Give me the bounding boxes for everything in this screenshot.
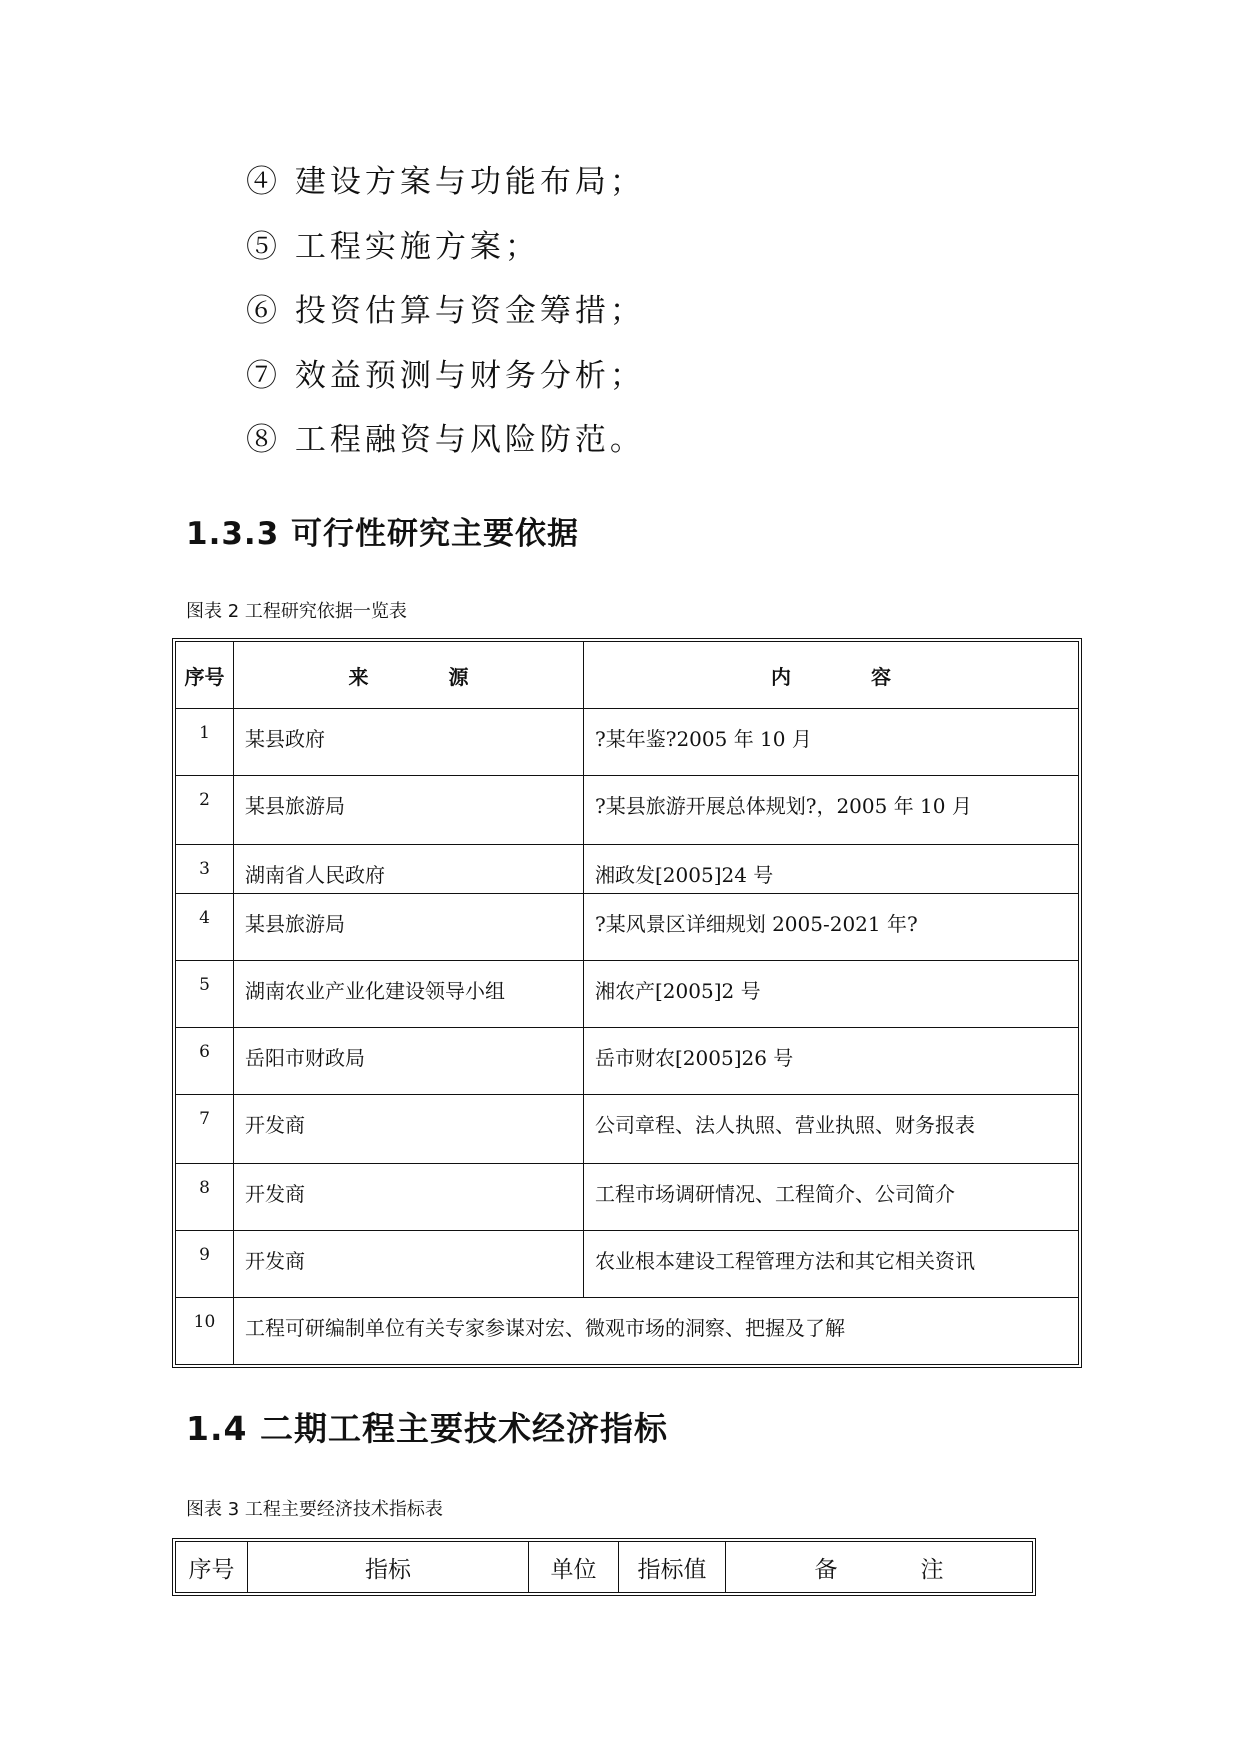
row-source: 开发商 (234, 1164, 584, 1231)
row-content: ?某县旅游开展总体规划?，2005 年 10 月 (584, 776, 1079, 845)
table-row (176, 1095, 1079, 1164)
header-cell-content: 内 容 (584, 642, 1079, 709)
table-row (176, 1028, 1079, 1095)
research-basis-table-frame (172, 638, 1082, 1368)
row-number: 2 (176, 776, 234, 845)
table-header-row (176, 1542, 1033, 1593)
row-source: 某县旅游局 (234, 776, 584, 845)
header-cell-unit: 单位 (529, 1542, 619, 1593)
row-source: 某县政府 (234, 709, 584, 776)
table-caption: 图表 2 工程研究依据一览表 (186, 601, 407, 622)
row-source: 开发商 (234, 1231, 584, 1298)
row-content: 公司章程、法人执照、营业执照、财务报表 (584, 1095, 1079, 1164)
row-content: 湘政发[2005]24 号 (584, 845, 1079, 894)
row-content: 工程市场调研情况、工程简介、公司简介 (584, 1164, 1079, 1231)
table-row (176, 1164, 1079, 1231)
header-cell-remark: 备 注 (726, 1542, 1033, 1593)
header-cell-value: 指标值 (619, 1542, 726, 1593)
indicator-table-frame (172, 1538, 1036, 1596)
row-number: 9 (176, 1231, 234, 1298)
list-item: ④ 建设方案与功能布局； (246, 164, 645, 200)
table-row (176, 845, 1079, 894)
indicator-table (175, 1541, 1033, 1593)
scope-list (246, 150, 645, 473)
row-number: 10 (176, 1298, 234, 1365)
row-content: 湘农产[2005]2 号 (584, 961, 1079, 1028)
row-number: 3 (176, 845, 234, 894)
row-source: 岳阳市财政局 (234, 1028, 584, 1095)
row-source: 湖南省人民政府 (234, 845, 584, 894)
table-row (176, 961, 1079, 1028)
header-cell-indicator: 指标 (248, 1542, 529, 1593)
header-cell-source: 来 源 (234, 642, 584, 709)
research-basis-table (175, 641, 1079, 1365)
table-row (176, 776, 1079, 845)
table-row (176, 709, 1079, 776)
section-heading-1-4: 1.4 二期工程主要技术经济指标 (186, 1409, 668, 1448)
row-number: 4 (176, 894, 234, 961)
list-item: ⑥ 投资估算与资金筹措； (246, 293, 645, 329)
table-row (176, 1231, 1079, 1298)
list-item: ⑤ 工程实施方案； (246, 228, 540, 265)
table-caption: 图表 3 工程主要经济技术指标表 (186, 1499, 443, 1520)
list-item: ⑦ 效益预测与财务分析； (246, 357, 645, 394)
table-row (176, 1298, 1079, 1365)
list-item: ⑧ 工程融资与风险防范。 (246, 422, 645, 458)
row-number: 5 (176, 961, 234, 1028)
row-source: 某县旅游局 (234, 894, 584, 961)
section-heading-1-3-3: 1.3.3 可行性研究主要依据 (186, 516, 580, 552)
table-header-row (176, 642, 1079, 709)
row-source: 开发商 (234, 1095, 584, 1164)
header-cell-no: 序号 (176, 1542, 248, 1593)
row-number: 7 (176, 1095, 234, 1164)
row-source: 湖南农业产业化建设领导小组 (234, 961, 584, 1028)
table-row (176, 894, 1079, 961)
row-number: 6 (176, 1028, 234, 1095)
row-source: 工程可研编制单位有关专家参谋对宏、微观市场的洞察、把握及了解 (234, 1298, 1079, 1365)
row-content: ?某风景区详细规划 2005-2021 年? (584, 894, 1079, 961)
row-content: 岳市财农[2005]26 号 (584, 1028, 1079, 1095)
row-content: 农业根本建设工程管理方法和其它相关资讯 (584, 1231, 1079, 1298)
header-cell-no: 序号 (176, 642, 234, 709)
row-number: 1 (176, 709, 234, 776)
row-content: ?某年鉴?2005 年 10 月 (584, 709, 1079, 776)
row-number: 8 (176, 1164, 234, 1231)
